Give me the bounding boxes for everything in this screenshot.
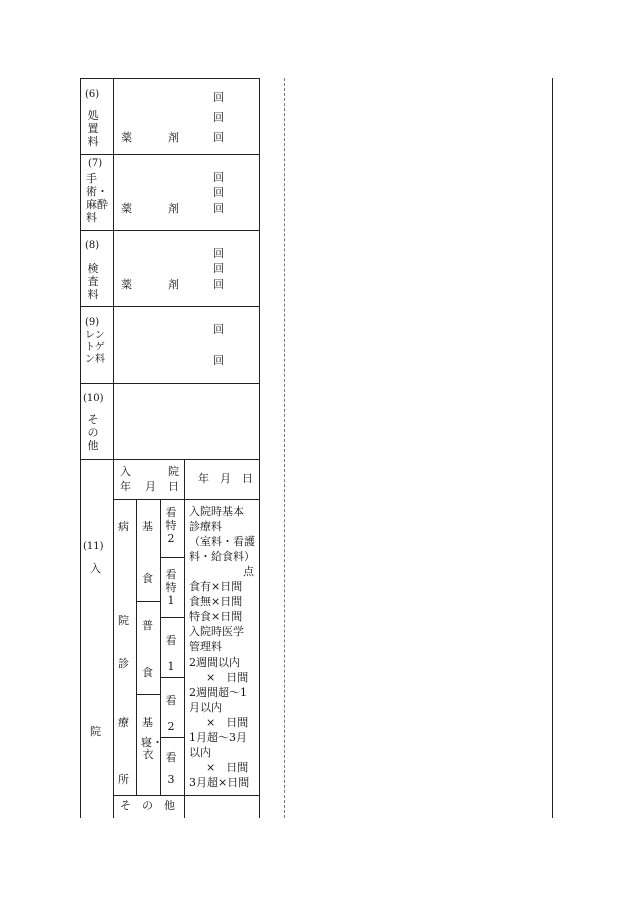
detail-line-10: 管理料 bbox=[189, 640, 222, 653]
detail-line-6: 食有×日間 bbox=[189, 580, 243, 593]
facility-char-5: 所 bbox=[118, 773, 129, 786]
facility-char-2: 院 bbox=[118, 614, 129, 627]
nurse-column-divider bbox=[184, 499, 185, 818]
row11-label-bottom: 院 bbox=[90, 725, 101, 738]
row6-agent: 剤 bbox=[168, 131, 179, 144]
nurse-2: 看2 bbox=[165, 694, 177, 733]
row7-kai-2: 回 bbox=[213, 186, 224, 199]
row8-kai-1: 回 bbox=[213, 247, 224, 260]
row11-number: (11) bbox=[83, 541, 104, 552]
detail-line-2: 診療料 bbox=[189, 520, 222, 533]
detail-line-14: 月以内 bbox=[189, 701, 222, 714]
detail-line-16: 1月超〜3月 bbox=[189, 731, 247, 744]
row8-label: 検査料 bbox=[87, 262, 99, 301]
row8-agent: 剤 bbox=[168, 278, 179, 291]
other-row-top bbox=[113, 795, 260, 796]
facility-char-4: 療 bbox=[118, 716, 129, 729]
detail-line-7: 食無×日間 bbox=[189, 595, 243, 608]
row7-agent: 剤 bbox=[168, 202, 179, 215]
right-panel-border bbox=[552, 78, 553, 818]
detail-line-19: 3月超×日間 bbox=[189, 776, 250, 789]
row7-drug: 薬 bbox=[121, 202, 132, 215]
detail-line-13: 2週間超〜1 bbox=[189, 686, 247, 699]
meal-basic-2: 基 bbox=[142, 716, 153, 729]
header-month: 月 bbox=[145, 480, 156, 493]
row6-drug: 薬 bbox=[121, 131, 132, 144]
row-sep-6 bbox=[80, 154, 260, 155]
detail-line-1: 入院時基本 bbox=[189, 505, 244, 518]
row9-number: (9) bbox=[85, 317, 100, 328]
header-in: 院 bbox=[168, 465, 179, 478]
detail-line-12: × 日間 bbox=[206, 671, 249, 684]
detail-line-5: 点 bbox=[243, 565, 254, 578]
meal-sep-2 bbox=[136, 694, 160, 695]
row7-kai-1: 回 bbox=[213, 171, 224, 184]
dashed-divider bbox=[284, 78, 285, 818]
meal-shoku-1: 食 bbox=[142, 572, 153, 585]
detail-line-9: 入院時医学 bbox=[189, 625, 244, 638]
row9-kai-1: 回 bbox=[213, 323, 224, 336]
meal-sep-1 bbox=[136, 601, 160, 602]
other-row-label: そ の 他 bbox=[120, 799, 175, 812]
meal-futsu: 普 bbox=[142, 619, 153, 632]
table-left-border bbox=[80, 78, 81, 818]
nurse-sep-1 bbox=[160, 557, 184, 558]
row7-number: (7) bbox=[88, 158, 103, 169]
row9-label: レントゲン料 bbox=[85, 330, 105, 365]
row8-kai-2: 回 bbox=[213, 262, 224, 275]
header-day: 日 bbox=[168, 480, 179, 493]
row10-number: (10) bbox=[83, 393, 104, 404]
row6-number: (6) bbox=[85, 89, 100, 100]
nurse-toku-2: 看特2 bbox=[165, 506, 177, 545]
row8-drug: 薬 bbox=[121, 278, 132, 291]
nurse-3: 看3 bbox=[165, 751, 177, 786]
meal-shoku-2: 食 bbox=[142, 666, 153, 679]
admission-date-field: 年 月 日 bbox=[198, 472, 253, 485]
detail-line-15: × 日間 bbox=[206, 716, 249, 729]
row11-label-top: 入 bbox=[90, 562, 101, 575]
facility-char-3: 診 bbox=[118, 657, 129, 670]
nurse-1: 看1 bbox=[165, 634, 177, 673]
bedding-clothing: 寝・衣 bbox=[141, 736, 163, 761]
row6-label: 処置料 bbox=[87, 109, 99, 148]
detail-line-4: 料・給食料） bbox=[189, 550, 255, 563]
facility-char-1: 病 bbox=[118, 520, 129, 533]
header-year: 年 bbox=[120, 480, 131, 493]
row10-label: その他 bbox=[87, 413, 99, 452]
meal-basic-1: 基 bbox=[142, 520, 153, 533]
row-sep-7 bbox=[80, 230, 260, 231]
header-nyu: 入 bbox=[120, 465, 131, 478]
row9-kai-2: 回 bbox=[213, 354, 224, 367]
detail-line-18: × 日間 bbox=[206, 761, 249, 774]
row8-number: (8) bbox=[85, 240, 100, 251]
row7-kai-3: 回 bbox=[213, 202, 224, 215]
nurse-toku-1: 看特1 bbox=[165, 568, 177, 607]
table-right-border bbox=[259, 78, 260, 818]
facility-column-divider bbox=[136, 499, 137, 795]
table-top-border bbox=[80, 78, 260, 79]
row6-kai-3: 回 bbox=[213, 131, 224, 144]
row6-kai-2: 回 bbox=[213, 111, 224, 124]
detail-line-3: （室料・看護 bbox=[189, 535, 255, 548]
row-sep-10 bbox=[80, 459, 260, 460]
row-sep-8 bbox=[80, 306, 260, 307]
row-sep-9 bbox=[80, 383, 260, 384]
row7-label: 手術・麻酔料 bbox=[86, 172, 108, 224]
row8-kai-3: 回 bbox=[213, 278, 224, 291]
nurse-sep-2 bbox=[160, 617, 184, 618]
row6-kai-1: 回 bbox=[213, 91, 224, 104]
meal-column-divider bbox=[160, 499, 161, 795]
detail-line-17: 以内 bbox=[189, 746, 211, 759]
detail-line-11: 2週間以内 bbox=[189, 656, 240, 669]
header-divider bbox=[184, 459, 185, 499]
detail-line-8: 特食×日間 bbox=[189, 610, 243, 623]
